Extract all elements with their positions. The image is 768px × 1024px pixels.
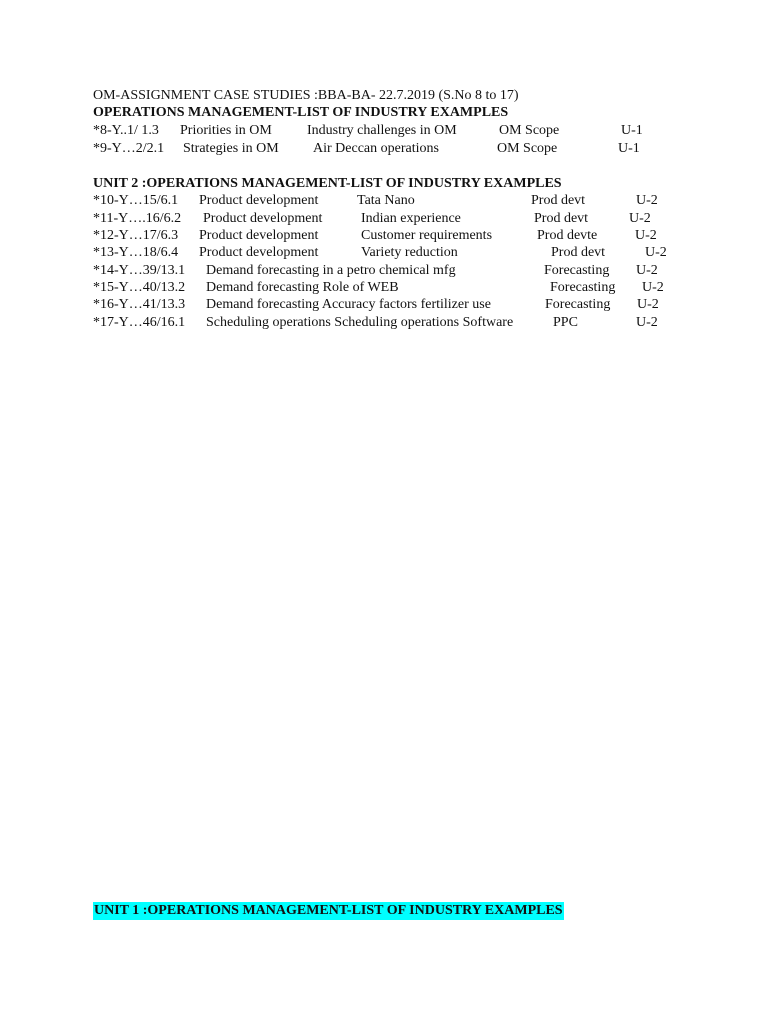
case-area: Forecasting <box>544 263 610 278</box>
case-id: *16-Y…41/13.3 <box>93 297 186 312</box>
case-unit: U-2 <box>635 228 657 243</box>
case-area: Prod devt <box>534 211 589 226</box>
table-row <box>93 122 693 139</box>
case-example: Variety reduction <box>361 245 458 260</box>
case-unit: U-2 <box>645 245 667 260</box>
case-id: *8-Y..1/ 1.3 <box>93 123 159 138</box>
case-topic: Product development <box>199 193 319 208</box>
case-id: *12-Y…17/6.3 <box>93 228 179 243</box>
table-row <box>93 210 693 227</box>
case-id: *9-Y…2/2.1 <box>93 141 165 156</box>
case-id: *11-Y….16/6.2 <box>93 211 182 226</box>
table-row <box>93 314 693 331</box>
case-example: Indian experience <box>361 211 461 226</box>
table-row <box>93 192 693 209</box>
case-area: OM Scope <box>497 141 558 156</box>
case-id: *13-Y…18/6.4 <box>93 245 179 260</box>
case-example: Air Deccan operations <box>313 141 439 156</box>
case-topic: Demand forecasting Role of WEB <box>206 280 399 295</box>
case-unit: U-1 <box>618 141 640 156</box>
case-area: Prod devt <box>531 193 586 208</box>
table-row <box>93 244 693 261</box>
case-id: *15-Y…40/13.2 <box>93 280 186 295</box>
case-topic: Scheduling operations Scheduling operations Software <box>206 315 514 330</box>
document-title: OM-ASSIGNMENT CASE STUDIES :BBA-BA- 22.7.2019 (S.No 8 to 17) <box>93 88 519 103</box>
case-area: PPC <box>553 315 578 330</box>
case-topic: Demand forecasting Accuracy factors fertilizer use <box>206 297 491 312</box>
case-unit: U-2 <box>637 297 659 312</box>
case-unit: U-2 <box>636 315 658 330</box>
case-example: Customer requirements <box>361 228 493 243</box>
table-row <box>93 296 693 313</box>
case-unit: U-2 <box>642 280 664 295</box>
case-topic: Product development <box>199 245 319 260</box>
case-example: Tata Nano <box>357 193 415 208</box>
case-topic: Demand forecasting in a petro chemical mfg <box>206 263 456 278</box>
table-row <box>93 227 693 244</box>
case-id: *10-Y…15/6.1 <box>93 193 179 208</box>
table-row <box>93 140 693 157</box>
case-unit: U-2 <box>629 211 651 226</box>
case-topic: Product development <box>203 211 323 226</box>
unit2-heading: UNIT 2 :OPERATIONS MANAGEMENT-LIST OF INDUSTRY EXAMPLES <box>93 176 562 191</box>
case-area: Prod devte <box>537 228 598 243</box>
case-id: *17-Y…46/16.1 <box>93 315 186 330</box>
table-row <box>93 262 693 279</box>
case-topic: Priorities in OM <box>180 123 272 138</box>
case-unit: U-2 <box>636 263 658 278</box>
case-area: Prod devt <box>551 245 606 260</box>
case-area: Forecasting <box>550 280 616 295</box>
case-example: Industry challenges in OM <box>307 123 457 138</box>
case-area: Forecasting <box>545 297 611 312</box>
case-id: *14-Y…39/13.1 <box>93 263 186 278</box>
case-topic: Strategies in OM <box>183 141 279 156</box>
case-area: OM Scope <box>499 123 560 138</box>
table-row <box>93 279 693 296</box>
case-unit: U-1 <box>621 123 643 138</box>
unit1-heading-highlighted: UNIT 1 :OPERATIONS MANAGEMENT-LIST OF INDUSTRY EXAMPLES <box>94 903 563 918</box>
case-unit: U-2 <box>636 193 658 208</box>
document-subtitle: OPERATIONS MANAGEMENT-LIST OF INDUSTRY EXAMPLES <box>93 105 509 120</box>
case-topic: Product development <box>199 228 319 243</box>
